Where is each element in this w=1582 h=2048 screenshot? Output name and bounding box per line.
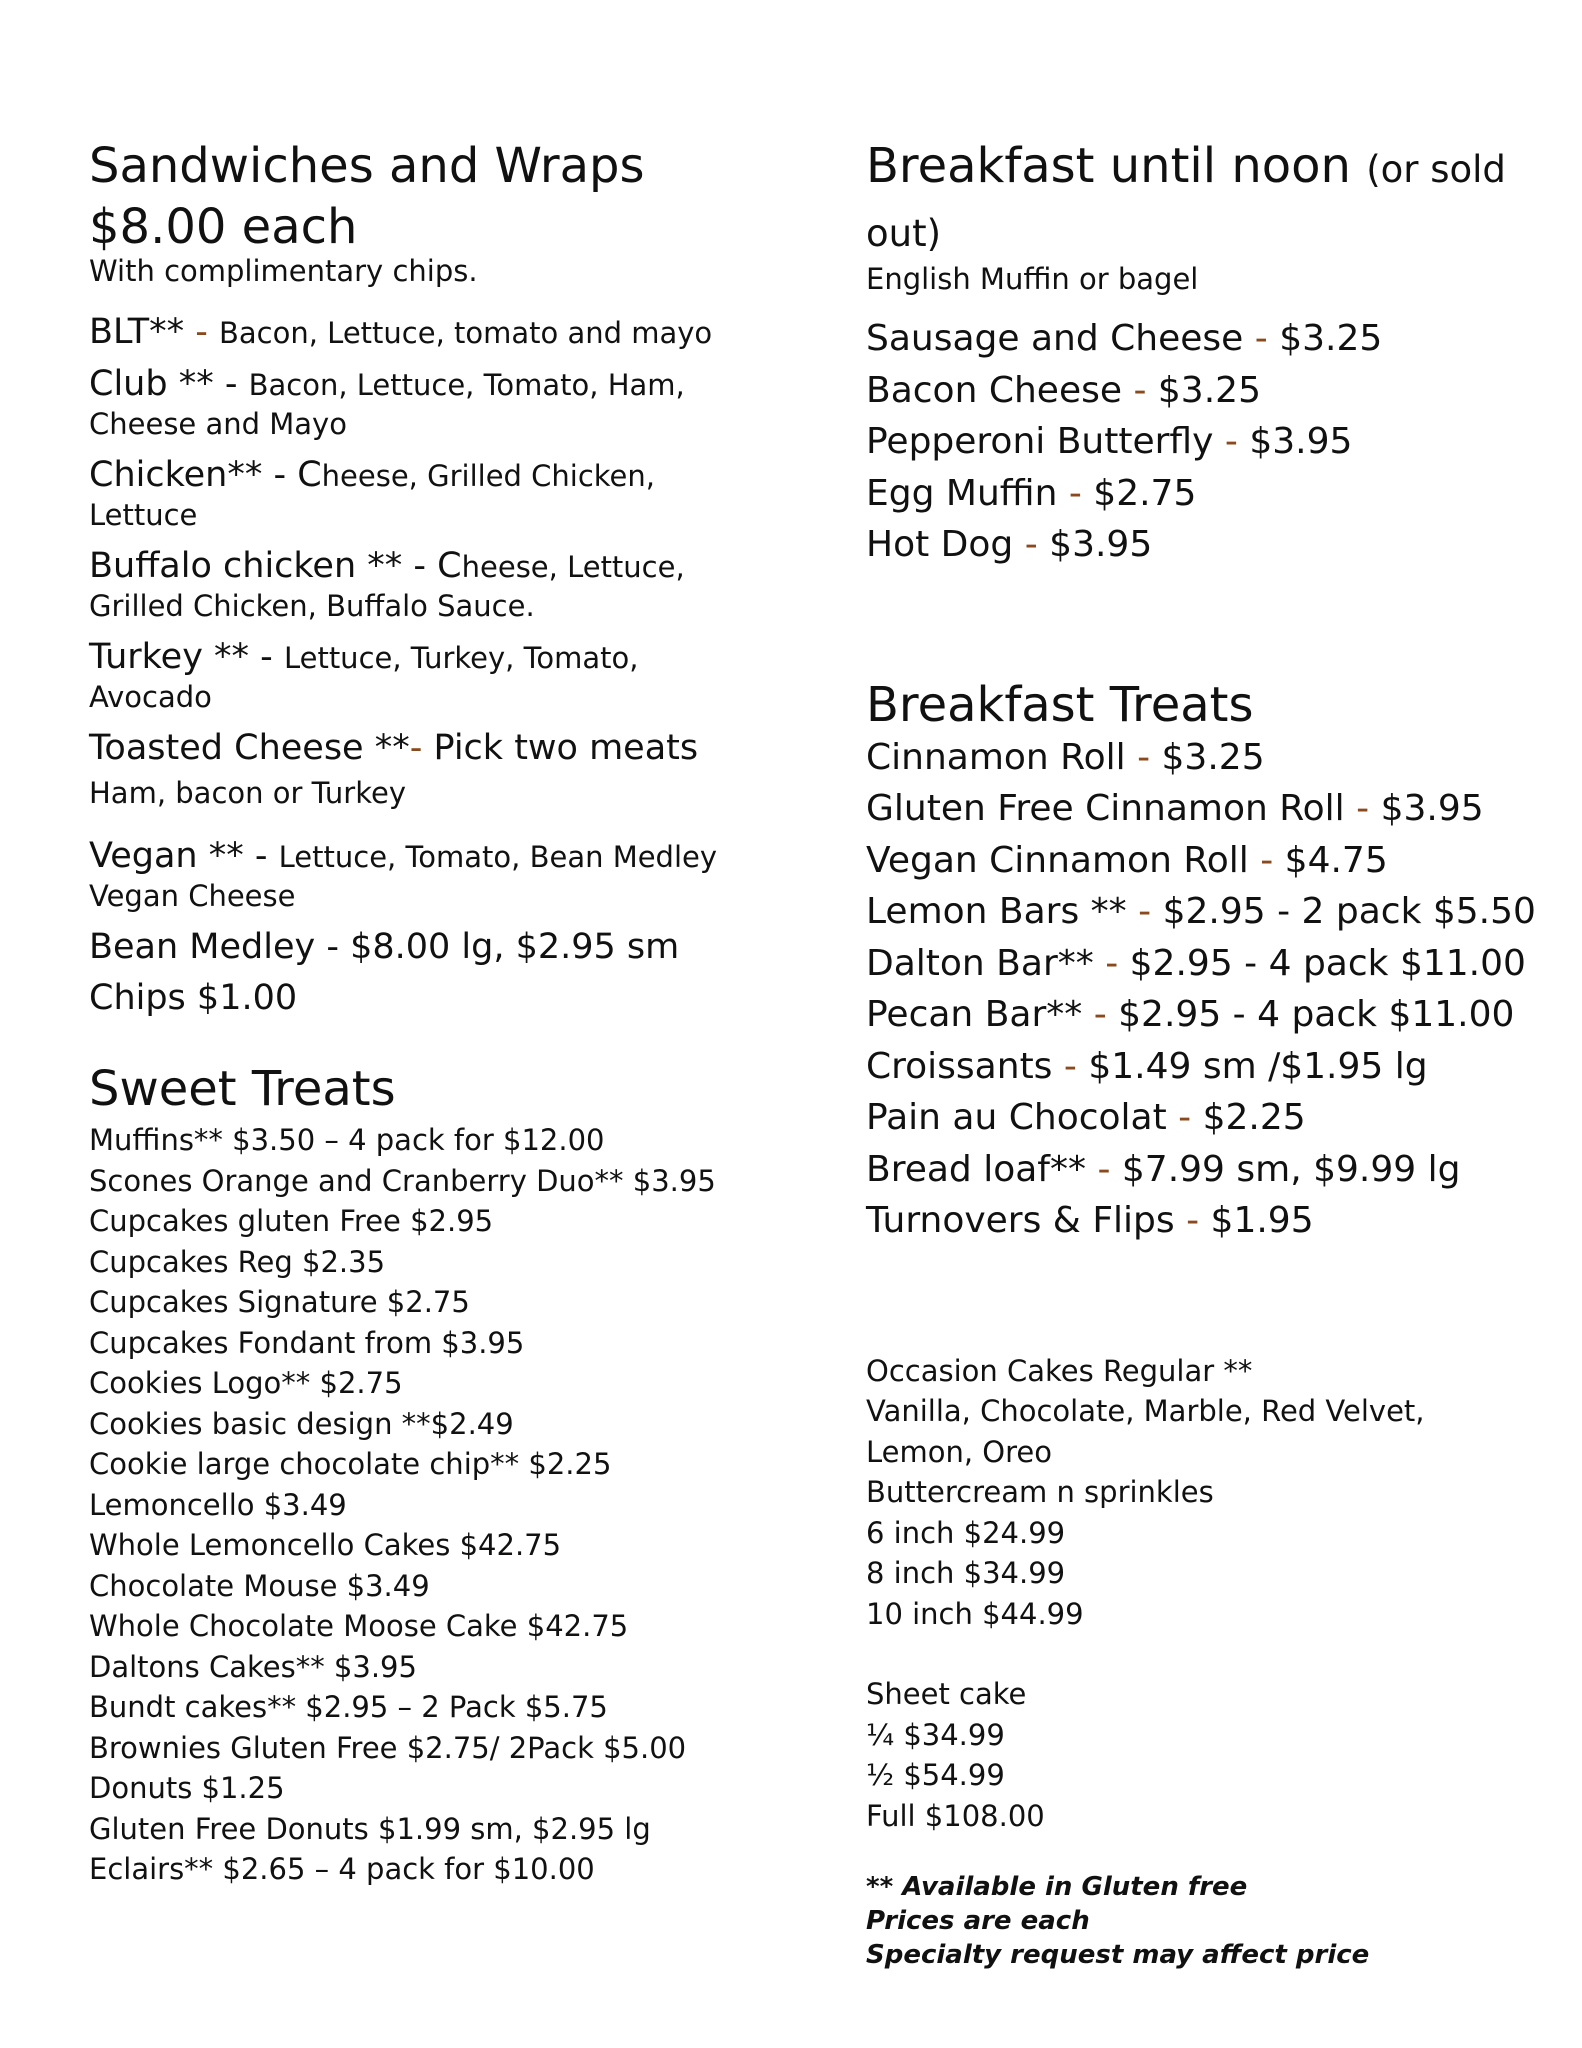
breakfast-treat-item-price: $2.95 - 2 pack $5.50 — [1162, 891, 1536, 932]
breakfast-treat-item-separator: - — [1105, 942, 1119, 984]
sandwich-item-vegan — [89, 837, 749, 916]
breakfast-treat-item-separator: - — [1186, 1200, 1200, 1241]
breakfast-treat-item-name: Cinnamon Roll — [866, 736, 1126, 778]
sweet-treat-item: Cupcakes gluten Free $2.95 — [89, 1204, 494, 1238]
sandwiches-title: Sandwiches and Wraps — [89, 138, 645, 194]
occasion-cake-line: 6 inch $24.99 — [866, 1515, 1066, 1550]
sweet-treat-item: Scones Orange and Cranberry Duo** $3.95 — [89, 1163, 716, 1198]
breakfast-treat-item — [866, 1195, 1566, 1247]
sweet-treat-item: Cupcakes Signature $2.75 — [89, 1285, 470, 1319]
sweet-treat-item: Brownies Gluten Free $2.75/ 2Pack $5.00 — [89, 1730, 687, 1765]
breakfast-treat-item-price: $2.95 - 4 pack $11.00 — [1129, 942, 1526, 984]
breakfast-title-text: Breakfast until noon — [866, 138, 1351, 194]
right-column — [866, 136, 1566, 1972]
breakfast-treats-list — [866, 732, 1566, 1247]
sweet-treat-item: Eclairs** $2.65 – 4 pack for $10.00 — [89, 1852, 595, 1886]
sandwich-name: Vegan ** — [89, 836, 244, 876]
footnote-line: ** Available in Gluten free — [866, 1872, 1248, 1902]
breakfast-item-price: $3.25 — [1279, 318, 1383, 359]
breakfast-treat-item — [866, 989, 1566, 1041]
sandwich-list — [89, 313, 749, 1018]
sandwich-desc: heese, Lettuce, — [461, 550, 685, 584]
occasion-cake-line: Occasion Cakes Regular ** — [866, 1353, 1253, 1388]
breakfast-list — [866, 313, 1566, 571]
breakfast-item — [866, 519, 1566, 571]
breakfast-item-name: Egg Muffin — [866, 472, 1058, 514]
sweet-treat-item: Whole Lemoncello Cakes $42.75 — [89, 1528, 562, 1562]
sweet-treat-item: Donuts $1.25 — [89, 1771, 285, 1805]
sandwiches-price: $8.00 each — [89, 199, 358, 255]
breakfast-treat-item — [866, 1041, 1566, 1093]
sweet-treat-item: Chocolate Mouse $3.49 — [89, 1568, 430, 1603]
breakfast-treat-item-name: Bread loaf** — [866, 1148, 1086, 1190]
breakfast-item-name: Pepperoni Butterfly — [866, 421, 1214, 462]
breakfast-treat-item — [866, 886, 1566, 938]
breakfast-item-name: Sausage and Cheese — [866, 318, 1244, 359]
sweet-treat-item: Bundt cakes** $2.95 – 2 Pack $5.75 — [89, 1690, 608, 1724]
breakfast-treat-item-price: $3.25 — [1161, 736, 1265, 778]
sweet-treat-item: Cupcakes Reg $2.35 — [89, 1244, 386, 1279]
breakfast-treat-item-separator: - — [1137, 736, 1151, 778]
breakfast-item-price: $2.75 — [1093, 472, 1197, 514]
breakfast-item-price: $3.95 — [1249, 421, 1353, 462]
sandwich-separator: - — [254, 836, 268, 876]
breakfast-treats-title: Breakfast Treats — [866, 676, 1254, 733]
breakfast-treat-item-name: Lemon Bars ** — [866, 891, 1127, 932]
breakfast-title-note: (or sold out) — [866, 148, 1506, 255]
sheet-cakes — [866, 1674, 1566, 1836]
chips: Chips $1.00 — [89, 978, 298, 1018]
occasion-cake-line: Lemon, Oreo — [866, 1434, 1052, 1469]
breakfast-treat-item-name: Pain au Chocolat — [866, 1097, 1167, 1138]
breakfast-treat-item-separator: - — [1097, 1148, 1111, 1190]
breakfast-treat-item-price: $1.49 sm /$1.95 lg — [1088, 1045, 1428, 1087]
breakfast-title — [866, 136, 1566, 264]
sheet-cake-line: Full $108.00 — [866, 1798, 1045, 1833]
breakfast-treat-item — [866, 1144, 1566, 1196]
breakfast-item — [866, 416, 1566, 468]
breakfast-item-name: Bacon Cheese — [866, 369, 1122, 411]
sandwich-name: Toasted Cheese ** — [89, 728, 410, 768]
bean-medley: Bean Medley - $8.00 lg, $2.95 sm — [89, 927, 680, 967]
breakfast-treat-item-separator: - — [1063, 1045, 1077, 1087]
sandwich-name: Club ** — [89, 364, 214, 404]
sandwich-separator: - C — [273, 455, 322, 495]
sweet-treat-item: Lemoncello $3.49 — [89, 1487, 347, 1522]
breakfast-treat-item-name: Vegan Cinnamon Roll — [866, 839, 1249, 881]
breakfast-subtitle: English Muffin or bagel — [866, 262, 1199, 296]
breakfast-item — [866, 313, 1566, 365]
sandwich-item — [89, 547, 749, 626]
breakfast-item-price: $3.95 — [1049, 524, 1153, 565]
breakfast-item-separator: - — [1133, 369, 1147, 411]
footnote-line: Specialty request may affect price — [866, 1940, 1370, 1970]
sandwich-desc-cont: Grilled Chicken, Buffalo Sauce. — [89, 589, 535, 623]
breakfast-treat-item-price: $3.95 — [1380, 788, 1484, 829]
sweet-treat-item: Cookies Logo** $2.75 — [89, 1366, 403, 1400]
occasion-cake-line: Vanilla, Chocolate, Marble, Red Velvet, — [866, 1394, 1425, 1428]
breakfast-treat-item-separator: - — [1356, 788, 1370, 829]
sandwich-name: Turkey ** — [89, 637, 250, 677]
sweet-treats-title: Sweet Treats — [89, 1061, 396, 1117]
sandwich-item-toasted — [89, 729, 749, 813]
sandwich-item — [89, 638, 749, 717]
sandwich-desc: Bacon, Lettuce, tomato and mayo — [219, 316, 713, 350]
left-column — [89, 136, 749, 1890]
sandwich-separator: - C — [413, 546, 462, 586]
breakfast-treat-item-separator: - — [1178, 1097, 1192, 1138]
sheet-cake-line: Sheet cake — [866, 1677, 1027, 1711]
sandwich-desc-cont: Lettuce — [89, 498, 198, 532]
sandwich-desc-cont: Cheese and Mayo — [89, 407, 347, 441]
sandwich-item — [89, 313, 749, 353]
breakfast-item — [866, 468, 1566, 520]
occasion-cakes — [866, 1351, 1566, 1635]
breakfast-item-separator: - — [1224, 421, 1238, 462]
sandwich-separator: - — [195, 312, 208, 352]
breakfast-treat-item-name: Pecan Bar** — [866, 994, 1083, 1035]
sandwich-desc: Lettuce, Tomato, Bean Medley — [278, 840, 718, 874]
sandwich-name: Chicken** — [89, 455, 263, 495]
sandwich-name: Buffalo chicken ** — [89, 546, 403, 586]
sandwich-separator: - — [260, 637, 273, 677]
sweet-treat-item: Cupcakes Fondant from $3.95 — [89, 1325, 525, 1360]
sandwich-desc-cont: Vegan Cheese — [89, 879, 296, 913]
breakfast-treat-item — [866, 835, 1566, 887]
sandwich-desc: Pick two meats — [433, 728, 699, 768]
breakfast-treat-item-name: Gluten Free Cinnamon Roll — [866, 788, 1345, 829]
breakfast-treat-item-separator: - — [1138, 891, 1152, 932]
sandwich-desc: heese, Grilled Chicken, — [321, 459, 655, 493]
breakfast-treat-item-price: $4.75 — [1284, 839, 1388, 881]
breakfast-treat-item-price: $2.95 - 4 pack $11.00 — [1118, 994, 1515, 1035]
sandwich-desc: Lettuce, Turkey, Tomato, — [283, 641, 639, 675]
occasion-cake-line: 10 inch $44.99 — [866, 1596, 1084, 1631]
breakfast-item-separator: - — [1068, 472, 1082, 514]
sandwich-item — [89, 456, 749, 535]
sandwich-separator: - — [409, 728, 423, 768]
breakfast-treat-item-name: Dalton Bar** — [866, 942, 1094, 984]
sweet-treat-item: Gluten Free Donuts $1.99 sm, $2.95 lg — [89, 1811, 651, 1846]
footnote-line: Prices are each — [866, 1906, 1090, 1936]
breakfast-treat-item-price: $2.25 — [1202, 1097, 1306, 1138]
breakfast-item — [866, 365, 1566, 417]
sweet-treat-item: Muffins** $3.50 – 4 pack for $12.00 — [89, 1123, 605, 1157]
sweet-treats-list — [89, 1120, 749, 1890]
breakfast-item-name: Hot Dog — [866, 524, 1014, 565]
breakfast-treat-item-price: $7.99 sm, $9.99 lg — [1121, 1148, 1461, 1190]
breakfast-treat-item-separator: - — [1260, 839, 1274, 881]
sandwich-separator: - — [224, 364, 238, 404]
sandwich-name: BLT** — [89, 312, 185, 352]
footnotes — [866, 1870, 1566, 1972]
sheet-cake-line: ¼ $34.99 — [866, 1717, 1005, 1752]
sheet-cake-line: ½ $54.99 — [866, 1758, 1005, 1792]
breakfast-treat-item-name: Turnovers & Flips — [866, 1200, 1175, 1241]
sandwiches-subtitle: With complimentary chips. — [89, 254, 478, 288]
sandwich-desc: Bacon, Lettuce, Tomato, Ham, — [248, 368, 685, 402]
breakfast-treat-item — [866, 1092, 1566, 1144]
sweet-treat-item: Daltons Cakes** $3.95 — [89, 1649, 417, 1684]
breakfast-treat-item — [866, 783, 1566, 835]
sandwich-desc-cont: Avocado — [89, 680, 212, 714]
breakfast-treat-item-name: Croissants — [866, 1045, 1053, 1087]
sweet-treat-item: Cookie large chocolate chip** $2.25 — [89, 1447, 612, 1481]
breakfast-treat-item-price: $1.95 — [1210, 1200, 1314, 1241]
breakfast-item-price: $3.25 — [1157, 369, 1261, 411]
breakfast-treat-item — [866, 938, 1566, 990]
breakfast-treat-item-separator: - — [1093, 994, 1107, 1035]
occasion-cake-line: Buttercream n sprinkles — [866, 1475, 1214, 1509]
breakfast-item-separator: - — [1024, 524, 1038, 565]
sandwich-item — [89, 365, 749, 444]
breakfast-treat-item — [866, 732, 1566, 784]
occasion-cake-line: 8 inch $34.99 — [866, 1556, 1066, 1590]
sandwich-desc-cont: Ham, bacon or Turkey — [89, 776, 406, 810]
breakfast-item-separator: - — [1254, 318, 1268, 359]
sweet-treat-item: Cookies basic design **$2.49 — [89, 1406, 514, 1441]
sweet-treat-item: Whole Chocolate Moose Cake $42.75 — [89, 1609, 629, 1643]
